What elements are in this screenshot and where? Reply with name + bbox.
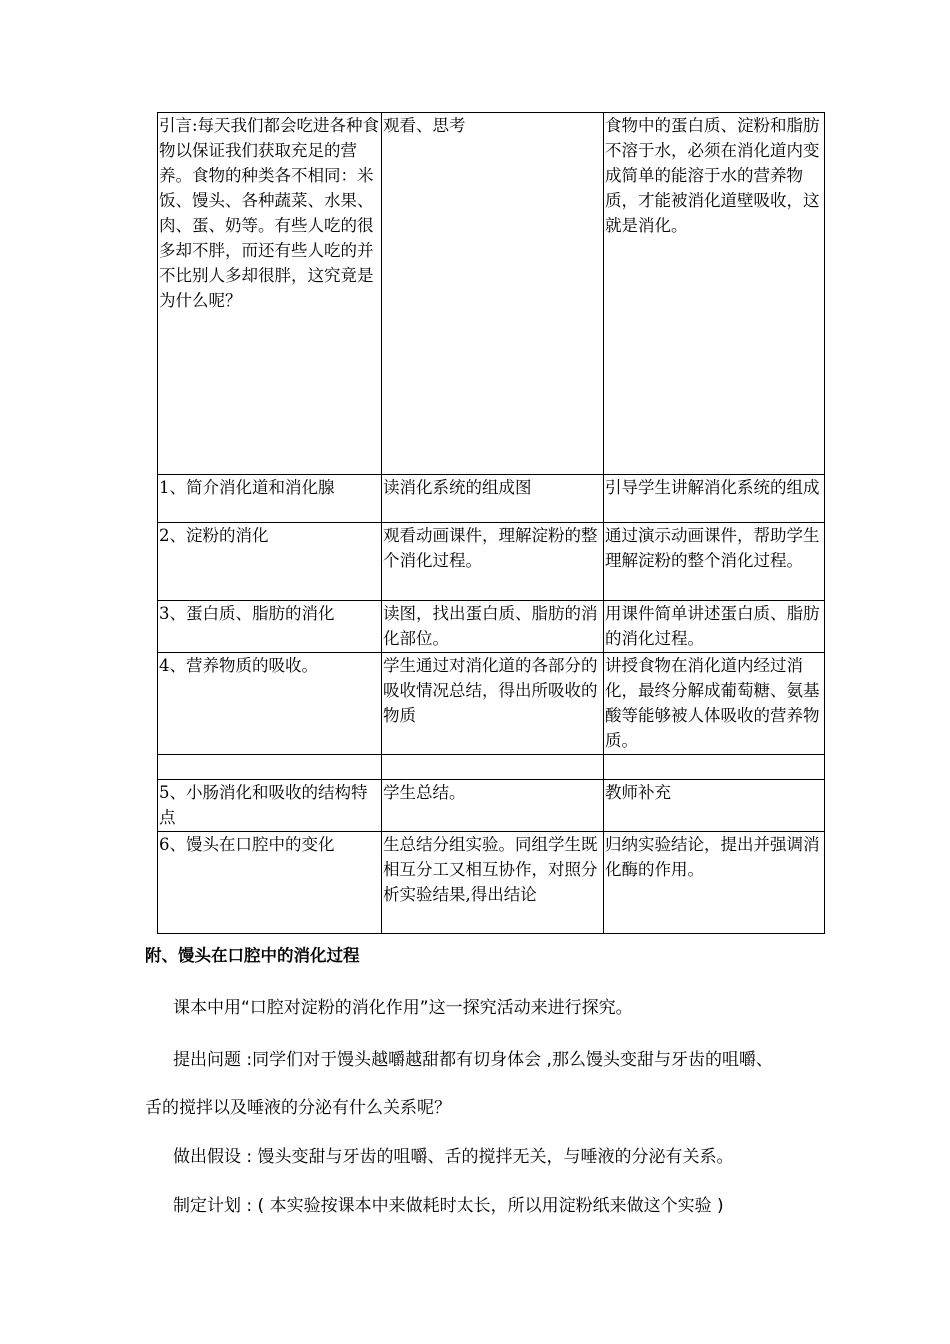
table-cell: 2、淀粉的消化 — [158, 523, 382, 601]
table-cell: 观看、思考 — [382, 113, 604, 475]
table-cell: 生总结分组实验。同组学生既相互分工又相互协作，对照分析实验结果,得出结论 — [382, 832, 604, 934]
lesson-table — [157, 112, 825, 934]
table-row — [158, 832, 825, 934]
table-cell: 归纳实验结论，提出并强调消化酶的作用。 — [604, 832, 825, 934]
table-cell: 读消化系统的组成图 — [382, 475, 604, 523]
table-cell: 观看动画课件，理解淀粉的整个消化过程。 — [382, 523, 604, 601]
appendix-title: 附、馒头在口腔中的消化过程 — [145, 946, 360, 965]
table-row — [158, 113, 825, 475]
table-cell: 1、简介消化道和消化腺 — [158, 475, 382, 523]
table-cell: 读图，找出蛋白质、脂肪的消化部位。 — [382, 601, 604, 653]
table-cell: 引言:每天我们都会吃进各种食物以保证我们获取充足的营养。食物的种类各不相同：米饭、馒头、各种蔬菜、水果、肉、蛋、奶等。有些人吃的很多却不胖，而还有些人吃的并不比别人多却很胖，这究竟是为什么呢？ — [158, 113, 382, 475]
table-cell: 讲授食物在消化道内经过消化，最终分解成葡萄糖、氨基酸等能够被人体吸收的营养物质。 — [604, 653, 825, 755]
table-row — [158, 780, 825, 832]
paragraph: 制定计划 : ( 本实验按课本中来做耗时太长，所以用淀粉纸来做这个实验 ) — [173, 1196, 724, 1216]
table-cell: 6、馒头在口腔中的变化 — [158, 832, 382, 934]
table-row — [158, 475, 825, 523]
paragraph: 课本中用“口腔对淀粉的消化作用”这一探究活动来进行探究。 — [173, 998, 633, 1018]
table-cell: 5、小肠消化和吸收的结构特点 — [158, 780, 382, 832]
table-cell: 食物中的蛋白质、淀粉和脂肪不溶于水，必须在消化道内变成简单的能溶于水的营养物质，才能被消化道壁吸收，这就是消化。 — [604, 113, 825, 475]
paragraph: 舌的搅拌以及唾液的分泌有什么关系呢？ — [145, 1098, 451, 1118]
table-row — [158, 601, 825, 653]
paragraph: 提出问题 :同学们对于馒头越嚼越甜都有切身体会 ,那么馒头变甜与牙齿的咀嚼、 — [173, 1050, 773, 1070]
table-cell — [158, 755, 382, 780]
table-row — [158, 653, 825, 755]
table-row — [158, 755, 825, 780]
table-cell: 学生总结。 — [382, 780, 604, 832]
table-cell — [604, 755, 825, 780]
table-cell: 3、蛋白质、脂肪的消化 — [158, 601, 382, 653]
table-cell: 教师补充 — [604, 780, 825, 832]
table-cell: 通过演示动画课件，帮助学生理解淀粉的整个消化过程。 — [604, 523, 825, 601]
table-cell: 学生通过对消化道的各部分的吸收情况总结，得出所吸收的物质 — [382, 653, 604, 755]
table-row — [158, 523, 825, 601]
table-cell: 4、营养物质的吸收。 — [158, 653, 382, 755]
paragraph: 做出假设 : 馒头变甜与牙齿的咀嚼、舌的搅拌无关，与唾液的分泌有关系。 — [173, 1147, 734, 1167]
table-cell — [382, 755, 604, 780]
table-cell: 引导学生讲解消化系统的组成 — [604, 475, 825, 523]
table-cell: 用课件简单讲述蛋白质、脂肪的消化过程。 — [604, 601, 825, 653]
